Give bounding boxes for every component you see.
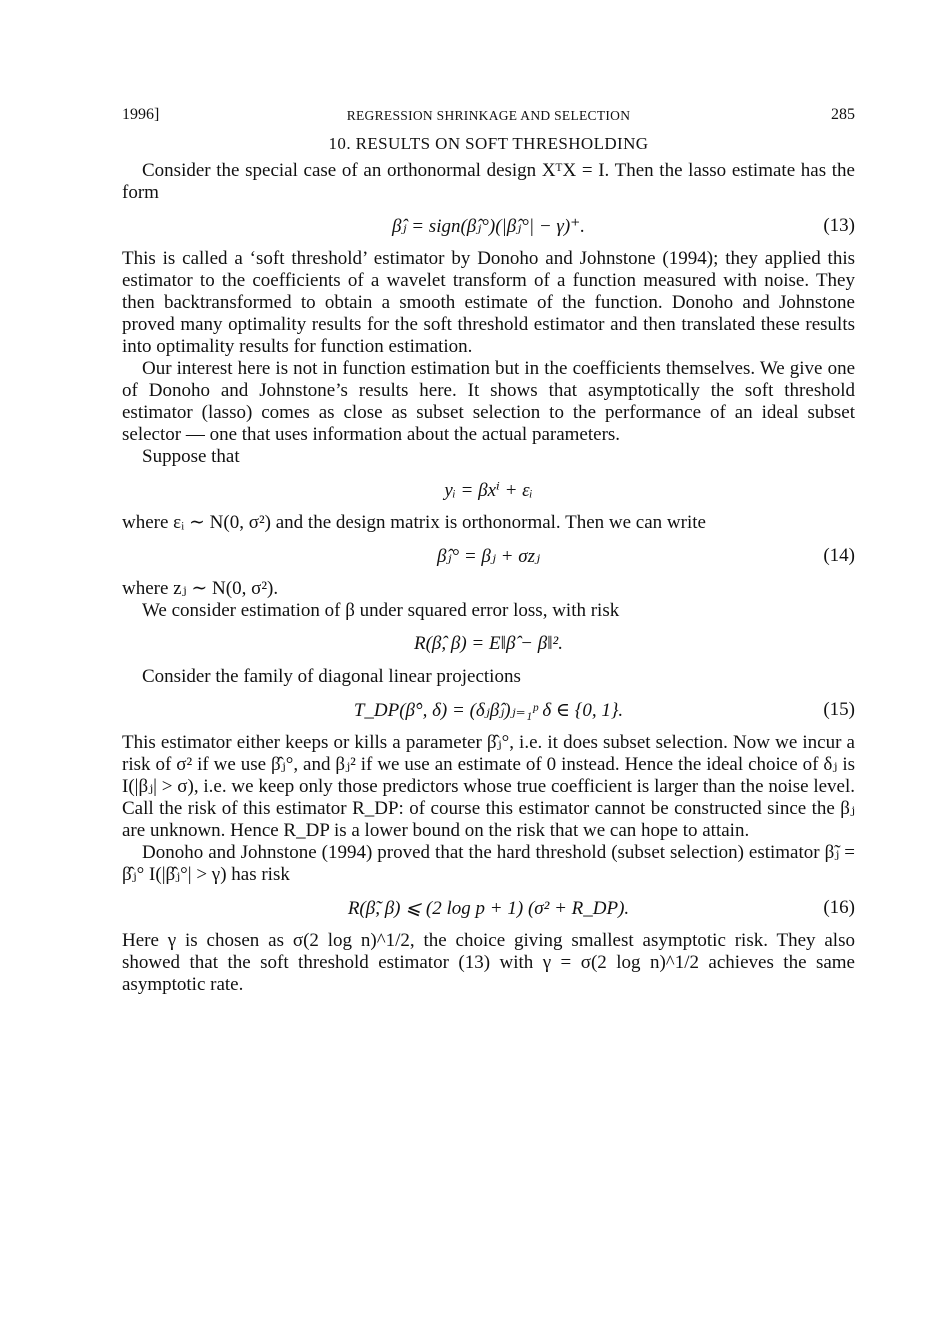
paragraph-11: Here γ is chosen as σ(2 log n)^1/2, the choice giving smallest asymptotic risk. They also showed that the soft threshold estimator (13) with γ = σ(2 log n)^1/2 achieves the same asymptotic rate. — [122, 930, 855, 995]
equation-15 — [122, 688, 855, 732]
equation-model-math: yᵢ = βxⁱ + εᵢ — [444, 480, 533, 501]
paragraph-8: Consider the family of diagonal linear projections — [142, 666, 521, 687]
paragraph-3: Our interest here is not in function estimation but in the coefficients themselves. We give one of Donoho and Johnstone’s results here. It shows that asymptotically the soft threshold estimator (lasso) comes as close as subset selection to the performance of an ideal subset selector — one that uses information about the actual parameters. — [122, 358, 855, 445]
running-header — [122, 100, 855, 126]
paragraph-1: Consider the special case of an orthonormal design XᵀX = I. Then the lasso estimate has the form — [122, 160, 855, 203]
equation-16-number: (16) — [823, 897, 855, 918]
equation-16 — [122, 886, 855, 930]
header-year: 1996] — [122, 106, 160, 123]
equation-risk — [122, 622, 855, 666]
paragraph-5: where εᵢ ∼ N(0, σ²) and the design matrix is orthonormal. Then we can write — [122, 512, 706, 533]
equation-risk-math: R(β̂, β) = E‖β̂ − β‖². — [414, 633, 563, 654]
paragraph-7: We consider estimation of β under squared error loss, with risk — [142, 600, 620, 621]
equation-13 — [122, 204, 855, 248]
equation-15-number: (15) — [823, 699, 855, 720]
page-number: 285 — [831, 106, 855, 123]
paragraph-2: This is called a ‘soft threshold’ estimator by Donoho and Johnstone (1994); they applied this estimator to the coefficients of a wavelet transform of a function measured with noise. They then backtransformed to obtain a smooth estimate of the function. Donoho and Johnstone proved many optimality results for the soft threshold estimator and then translated these results into optimality results for function estimation. — [122, 248, 855, 357]
page-content — [122, 100, 855, 996]
paragraph-10: Donoho and Johnstone (1994) proved that the hard threshold (subset selection) estimator β̃ⱼ = β̂ⱼ° I(|β̂ⱼ°| > γ) has risk — [122, 842, 855, 885]
paragraph-9: This estimator either keeps or kills a parameter β̂ⱼ°, i.e. it does subset selection. Now we incur a risk of σ² if we use β̂ⱼ°, and βⱼ² if we use an estimate of 0 instead. Hence the ideal choice of δⱼ is I(|βⱼ| > σ), i.e. we keep only those predictors whose true coefficient is larger than the noise level. Call the risk of this estimator R_DP: of course this estimator cannot be constructed since the βⱼ are unknown. Hence R_DP is a lower bound on the risk that we can hope to attain. — [122, 732, 855, 841]
section-title: 10. RESULTS ON SOFT THRESHOLDING — [328, 134, 649, 153]
header-title: REGRESSION SHRINKAGE AND SELECTION — [346, 108, 631, 123]
equation-15-math: T_DP(β̂°, δ) = (δⱼβ̂ⱼ)ⱼ₌₁ᵖ δ ∈ {0, 1}. — [353, 700, 624, 721]
equation-model — [122, 468, 855, 512]
paragraph-6: where zⱼ ∼ N(0, σ²). — [122, 578, 279, 599]
equation-13-number: (13) — [823, 215, 855, 236]
equation-13-math: β̂ⱼ = sign(β̂ⱼ°)(|β̂ⱼ°| − γ)⁺. — [392, 216, 585, 237]
equation-14-math: β̂ⱼ° = βⱼ + σzⱼ — [437, 546, 540, 567]
equation-14 — [122, 534, 855, 578]
paragraph-4: Suppose that — [142, 446, 240, 467]
equation-16-math: R(β̃, β) ⩽ (2 log p + 1) (σ² + R_DP). — [347, 898, 630, 919]
equation-14-number: (14) — [823, 545, 855, 566]
